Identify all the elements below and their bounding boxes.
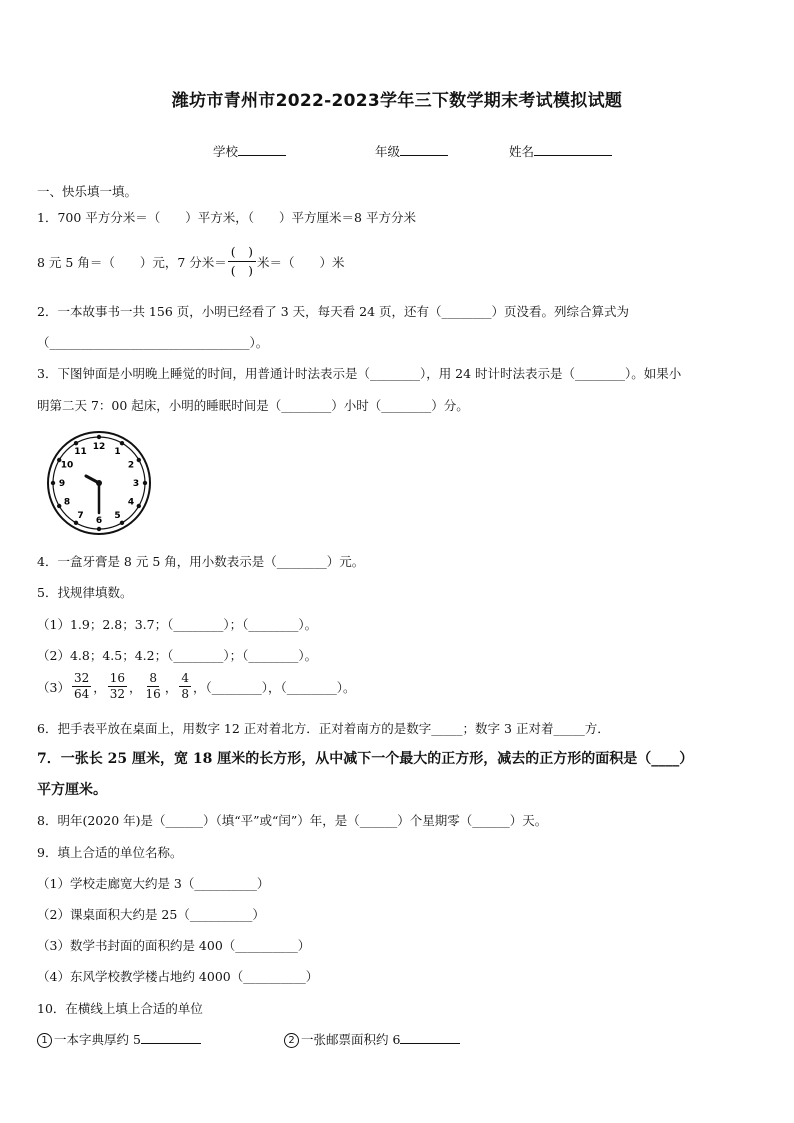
- item-1-text: 一本字典厚约 5: [54, 1032, 141, 1047]
- fraction-2-den: 32: [109, 687, 126, 701]
- page-title: 潍坊市青州市2022-2023学年三下数学期末考试模拟试题: [171, 91, 623, 111]
- question-7-line-2: 平方厘米。: [37, 782, 107, 798]
- fraction-3-num: 8: [149, 671, 157, 685]
- question-10-title: 10．在横线上填上合适的单位: [37, 1001, 203, 1016]
- question-10-item-1: [37, 1030, 201, 1048]
- name-label: 姓名: [509, 144, 535, 159]
- question-5-title: 5．找规律填数。: [37, 585, 133, 600]
- section-heading: 一、快乐填一填。: [37, 184, 138, 199]
- question-9-item-1: （1）学校走廊宽大约是 3（__________）: [37, 876, 270, 891]
- item-1-blank[interactable]: [141, 1031, 201, 1044]
- clock-number: 2: [127, 460, 135, 471]
- school-blank[interactable]: [238, 143, 286, 156]
- row-3-label: （3）: [37, 679, 70, 695]
- clock-hour-marker: [51, 481, 55, 485]
- clock-figure: [46, 430, 152, 536]
- fraction-3: [144, 671, 163, 702]
- fraction-2: [108, 671, 127, 702]
- question-3-line-1: 3．下图钟面是小明晚上睡觉的时间，用普通计时法表示是（________），用 24 时计时法表示是（________）。如果小: [37, 366, 682, 381]
- school-label: 学校: [213, 144, 239, 159]
- comma: ，: [93, 679, 106, 695]
- clock-hour-marker: [120, 441, 124, 445]
- clock-hour-marker: [137, 458, 141, 462]
- clock-number: 7: [77, 511, 84, 521]
- fraction-4: [179, 671, 191, 702]
- question-8: 8．明年(2020 年)是（______）（填“平”或“闰”）年，是（______）个星期零（______）天。: [37, 813, 548, 828]
- question-5-row-2: （2）4.8；4.5；4.2；（________）；（________）。: [37, 648, 318, 663]
- fraction-numerator: ( ): [228, 243, 256, 262]
- fraction-denominator: ( ): [230, 263, 254, 278]
- question-1-part-a: 8 元 5 角＝（ ）元，7 分米＝: [37, 254, 227, 270]
- grade-blank[interactable]: [400, 143, 448, 156]
- row-3-tail: ，（________），（________）。: [192, 679, 356, 695]
- item-2-blank[interactable]: [400, 1031, 460, 1044]
- clock-number: 10: [60, 460, 74, 471]
- circled-number-1: 1: [37, 1033, 52, 1048]
- fraction-1-den: 64: [73, 687, 90, 701]
- clock-number: 1: [114, 447, 121, 457]
- question-2-line-1: 2．一本故事书一共 156 页，小明已经看了 3 天，每天看 24 页，还有（________）页没看。列综合算式为: [37, 304, 630, 319]
- clock-hour-marker: [97, 527, 101, 531]
- fraction-2-num: 16: [109, 671, 126, 685]
- fraction-4-num: 4: [181, 671, 189, 685]
- fraction-3-den: 16: [145, 687, 161, 701]
- name-field: [509, 142, 612, 160]
- clock-number: 9: [58, 479, 66, 489]
- clock-number: 4: [127, 497, 135, 508]
- question-7-line-1: 7．一张长 25 厘米，宽 18 厘米的长方形，从中减下一个最大的正方形，减去的正方形的面积是（____）: [37, 751, 694, 767]
- fraction-1-num: 32: [73, 671, 90, 685]
- fraction-4-den: 8: [181, 687, 189, 701]
- grade-field: [375, 142, 448, 160]
- clock-hour-marker: [97, 435, 101, 439]
- question-3-line-2: 明第二天 7：00 起床，小明的睡眠时间是（________）小时（________）分。: [37, 398, 469, 413]
- question-10-item-2: [284, 1030, 460, 1048]
- question-5-row-3: [37, 671, 356, 702]
- clock-number: 12: [92, 442, 106, 452]
- comma: ，: [129, 679, 142, 695]
- question-1-fraction: [228, 243, 256, 280]
- clock-hour-marker: [74, 441, 78, 445]
- clock-number: 3: [132, 479, 140, 489]
- clock-hour-marker: [120, 521, 124, 525]
- question-9-item-3: （3）数学书封面的面积约是 400（__________）: [37, 938, 311, 953]
- school-field: [213, 142, 286, 160]
- question-6: 6．把手表平放在桌面上，用数字 12 正对着北方．正对着南方的是数字_____；数字 3 正对着_____方．: [37, 721, 610, 736]
- circled-number-2: 2: [284, 1033, 299, 1048]
- question-9-title: 9．填上合适的单位名称。: [37, 845, 183, 860]
- question-9-item-2: （2）课桌面积大约是 25（__________）: [37, 907, 265, 922]
- clock-center: [96, 480, 102, 486]
- question-1-part-b: 米＝（ ）米: [257, 254, 345, 270]
- clock-hour-marker: [137, 504, 141, 508]
- comma: ，: [164, 679, 178, 695]
- clock-hour-marker: [74, 521, 78, 525]
- clock-hour-marker: [143, 481, 147, 485]
- question-2-line-2: （________________________________）。: [37, 335, 269, 350]
- question-9-item-4: （4）东风学校教学楼占地约 4000（__________）: [37, 969, 319, 984]
- grade-label: 年级: [375, 144, 401, 159]
- clock-hour-marker: [57, 504, 61, 508]
- question-5-row-1: （1）1.9；2.8；3.7；（________）；（________）。: [37, 617, 318, 632]
- clock-number: 11: [74, 447, 87, 457]
- clock-number: 6: [95, 516, 103, 526]
- name-blank[interactable]: [534, 143, 612, 156]
- item-2-text: 一张邮票面积约 6: [301, 1032, 401, 1047]
- question-4: 4．一盒牙膏是 8 元 5 角，用小数表示是（________）元。: [37, 554, 365, 569]
- question-1-line-2: [37, 243, 345, 280]
- clock-number: 8: [63, 497, 71, 508]
- clock-number: 5: [114, 511, 121, 521]
- fraction-1: [72, 671, 91, 702]
- question-1-line-1: 1．700 平方分米＝（ ）平方米，（ ）平方厘米＝8 平方分米: [37, 210, 416, 225]
